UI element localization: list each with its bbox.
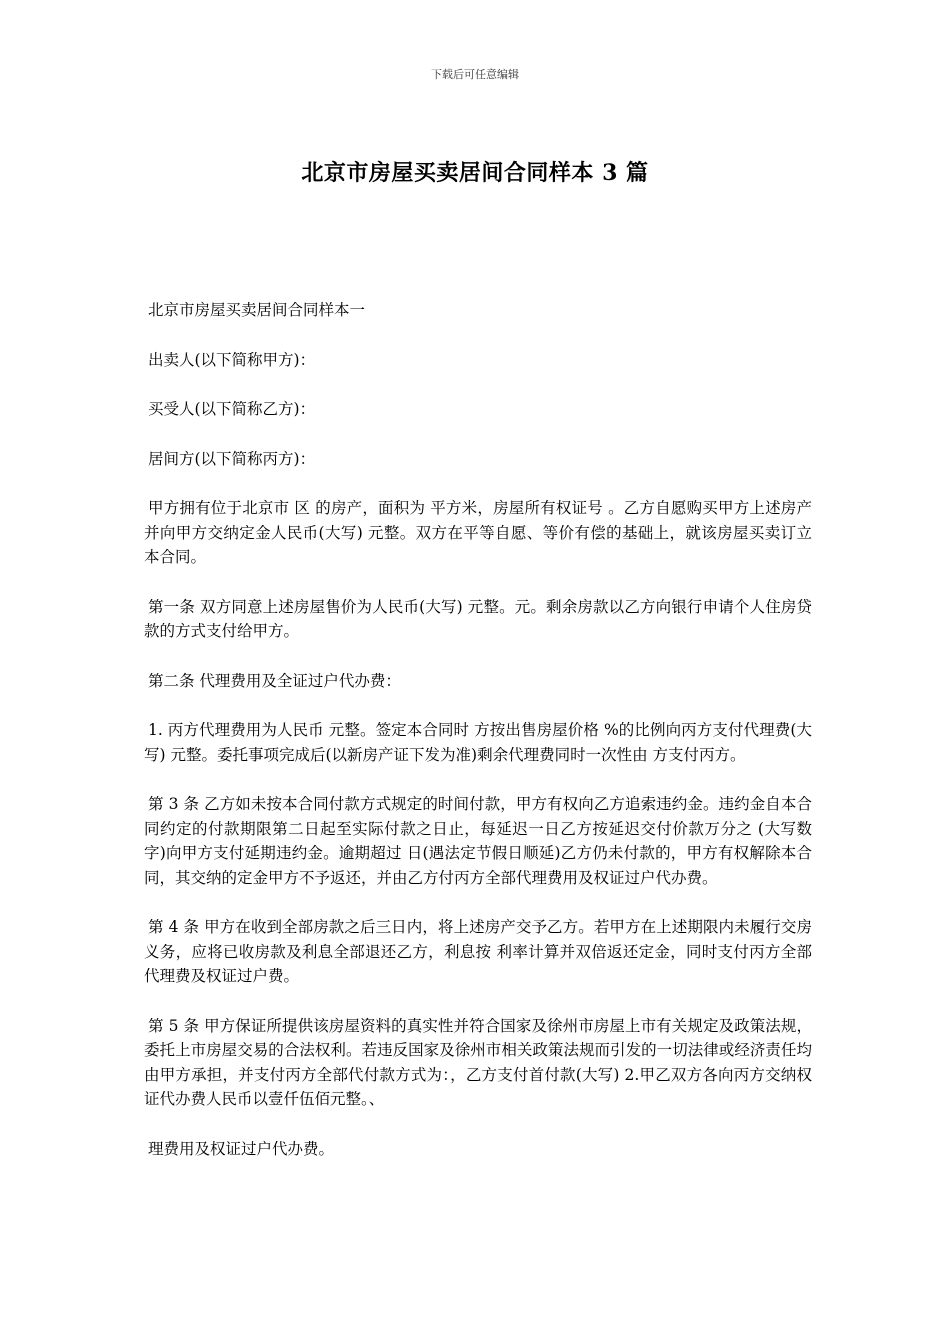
preamble-paragraph: 甲方拥有位于北京市 区 的房产，面积为 平方米，房屋所有权证号 。乙方自愿购买甲方上述房产并向甲方交纳定金人民币(大写) 元整。双方在平等自愿、等价有偿的基础上，就该房屋买卖订立本合同。 <box>144 499 812 566</box>
clause-5-paragraph: 第 5 条 甲方保证所提供该房屋资料的真实性并符合国家及徐州市房屋上市有关规定及政策法规，委托上市房屋交易的合法权利。若违反国家及徐州市相关政策法规而引发的一切法律或经济责任均由甲方承担，并支付丙方全部代付款方式为：，乙方支付首付款(大写) 2.甲乙双方各向丙方交纳权证代办费人民币以壹仟伍佰元整。、 <box>144 1016 812 1108</box>
clause-2-item-1: 1. 丙方代理费用为人民币 元整。签定本合同时 方按出售房屋价格 %的比例向丙方支付代理费(大写) 元整。委托事项完成后(以新房产证下发为准)剩余代理费同时一次性由 方支付丙方。 <box>144 721 812 764</box>
trailing-paragraph: 理费用及权证过户代办费。 <box>148 1139 335 1158</box>
section-heading: 北京市房屋买卖居间合同样本一 <box>148 301 366 319</box>
party-broker-line: 居间方(以下简称丙方)： <box>148 449 316 468</box>
clause-1-paragraph: 第一条 双方同意上述房屋售价为人民币(大写) 元整。元。剩余房款以乙方向银行申请个人住房贷款的方式支付给甲方。 <box>144 597 812 640</box>
clause-3-paragraph: 第 3 条 乙方如未按本合同付款方式规定的时间付款，甲方有权向乙方追索违约金。违约金自本合同约定的付款期限第二日起至实际付款之日止，每延迟一日乙方按延迟交付价款万分之 (大写数字)向甲方支付延期违约金。逾期超过 日(遇法定节假日顺延)乙方仍未付款的，甲方有权解除本合同，其交纳的定金甲方不予返还，并由乙方付丙方全部代理费用及权证过户代办费。 <box>144 795 812 887</box>
party-buyer-line: 买受人(以下简称乙方)： <box>148 400 316 418</box>
clause-2-heading: 第二条 代理费用及全证过户代办费： <box>148 671 401 690</box>
document-body <box>144 298 812 1186</box>
document-title: 北京市房屋买卖居间合同样本 3 篇 <box>301 160 649 186</box>
party-seller-line: 出卖人(以下简称甲方)： <box>148 350 316 369</box>
clause-4-paragraph: 第 4 条 甲方在收到全部房款之后三日内，将上述房产交予乙方。若甲方在上述期限内未履行交房义务，应将已收房款及利息全部退还乙方，利息按 利率计算并双倍返还定金，同时支付丙方全部代理费及权证过户费。 <box>144 918 812 985</box>
header-note: 下载后可任意编辑 <box>431 68 519 81</box>
